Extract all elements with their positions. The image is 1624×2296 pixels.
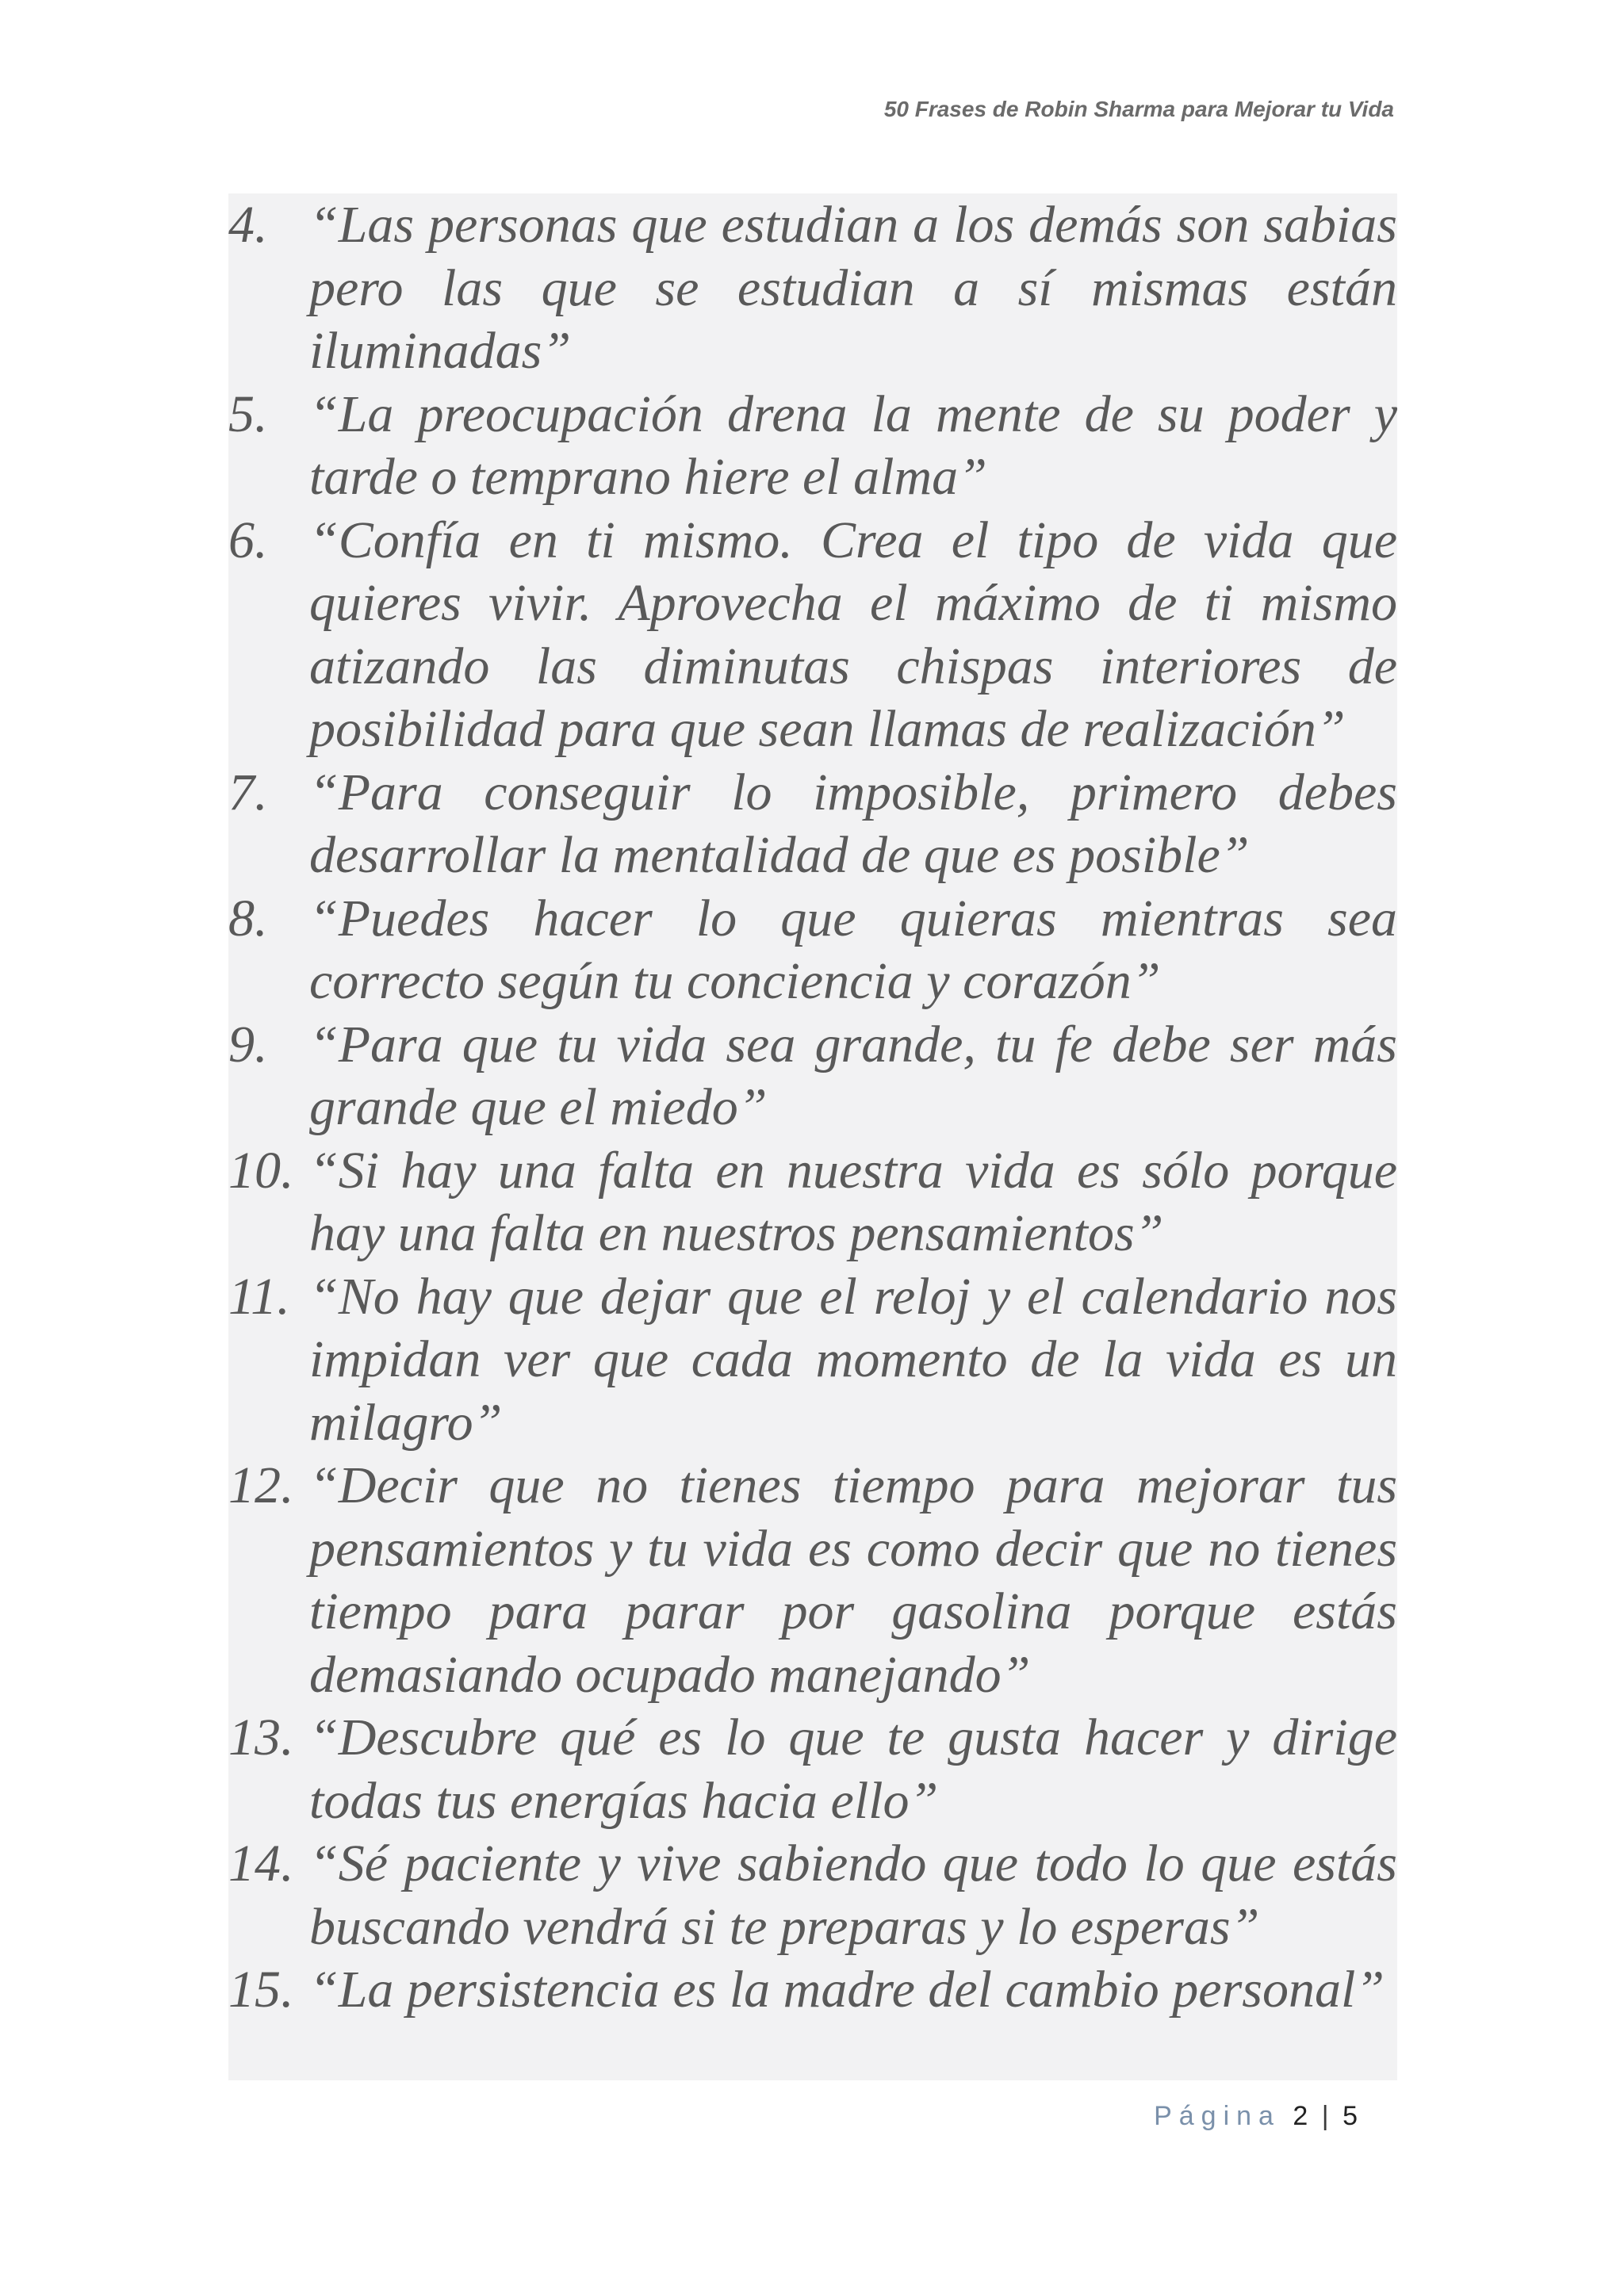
quote-item xyxy=(228,509,1397,761)
quote-number: 6. xyxy=(228,511,268,569)
page-footer xyxy=(1154,2101,1358,2132)
quote-number: 9. xyxy=(228,1015,268,1073)
running-header: 50 Frases de Robin Sharma para Mejorar tu Vida xyxy=(883,97,1394,121)
page-number: 2 xyxy=(1293,2101,1308,2131)
quote-text: “Si hay una falta en nuestra vida es sólo porque hay una falta en nuestros pensamientos” xyxy=(309,1141,1397,1262)
quote-item xyxy=(228,383,1397,509)
quote-item xyxy=(228,1454,1397,1706)
quote-number: 7. xyxy=(228,763,268,821)
quote-number: 10. xyxy=(228,1141,294,1200)
page-total: 5 xyxy=(1342,2101,1358,2131)
quote-text: “Para conseguir lo imposible, primero debes desarrollar la mentalidad de que es posible” xyxy=(309,763,1397,884)
quote-text: “Confía en ti mismo. Crea el tipo de vida que quieres vivir. Aprovecha el máximo de ti mismo atizando las diminutas chispas interiores de posibilidad para que sean llamas de realización” xyxy=(309,511,1397,758)
page-label: Página xyxy=(1154,2101,1281,2131)
quote-text: “Sé paciente y vive sabiendo que todo lo que estás buscando vendrá si te preparas y lo esperas” xyxy=(309,1835,1397,1956)
quote-number: 15. xyxy=(228,1961,294,2019)
quote-item xyxy=(228,1706,1397,1832)
quote-text: “Para que tu vida sea grande, tu fe debe ser más grande que el miedo” xyxy=(309,1015,1397,1136)
quote-number: 14. xyxy=(228,1835,294,1892)
page-separator: | xyxy=(1321,2101,1329,2131)
quote-number: 4. xyxy=(228,196,268,254)
quote-text: “Puedes hacer lo que quieras mientras sea correcto según tu conciencia y corazón” xyxy=(309,889,1397,1010)
quote-item xyxy=(228,1265,1397,1455)
quote-text: “Descubre qué es lo que te gusta hacer y dirige todas tus energías hacia ello” xyxy=(309,1709,1397,1830)
quote-item xyxy=(228,1832,1397,1958)
quote-number: 11. xyxy=(228,1267,290,1326)
quote-box xyxy=(228,193,1397,2080)
quote-list xyxy=(228,193,1397,2022)
quote-item xyxy=(228,193,1397,383)
quote-text: “La preocupación drena la mente de su poder y tarde o temprano hiere el alma” xyxy=(309,385,1397,506)
quote-text: “No hay que dejar que el reloj y el calendario nos impidan ver que cada momento de la vida es un milagro” xyxy=(309,1267,1397,1452)
quote-number: 13. xyxy=(228,1709,294,1766)
quote-text: “Las personas que estudian a los demás son sabias pero las que se estudian a sí mismas están iluminadas” xyxy=(309,196,1397,380)
quote-item xyxy=(228,887,1397,1013)
quote-number: 12. xyxy=(228,1456,294,1514)
quote-item xyxy=(228,1139,1397,1265)
quote-item xyxy=(228,1958,1397,2022)
quote-text: “La persistencia es la madre del cambio personal” xyxy=(309,1961,1385,2019)
quote-item xyxy=(228,761,1397,887)
quote-item xyxy=(228,1013,1397,1139)
quote-text: “Decir que no tienes tiempo para mejorar tus pensamientos y tu vida es como decir que no tienes tiempo para parar por gasolina porque estás demasiando ocupado manejando” xyxy=(309,1456,1397,1704)
quote-number: 8. xyxy=(228,889,268,947)
quote-number: 5. xyxy=(228,385,268,443)
